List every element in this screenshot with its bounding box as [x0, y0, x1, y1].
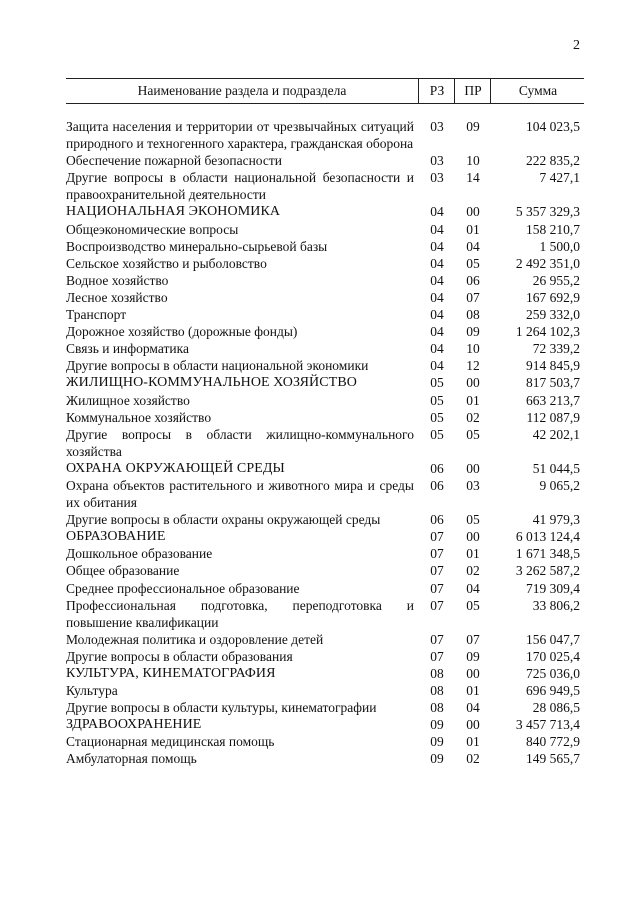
row-pr: 08 [466, 307, 480, 323]
table-row [66, 392, 584, 409]
row-sum: 149 565,7 [526, 751, 580, 767]
table-row [66, 750, 584, 767]
section-row [66, 665, 584, 682]
table-row [66, 221, 584, 238]
row-name: Защита населения и территории от чрезвычайных ситуаций природного и техногенного характера, гражданская оборона [66, 119, 414, 152]
row-pr: 02 [466, 409, 480, 425]
row-sum: 914 845,9 [526, 358, 580, 374]
row-sum: 6 013 124,4 [515, 529, 580, 545]
page-number: 2 [573, 38, 580, 53]
row-rz: 05 [430, 375, 444, 391]
row-rz: 07 [430, 631, 444, 647]
row-name: Дорожное хозяйство (дорожные фонды) [66, 324, 298, 340]
row-sum: 1 500,0 [539, 238, 580, 254]
table-row [66, 477, 584, 511]
row-rz: 05 [430, 409, 444, 425]
row-pr: 00 [466, 375, 480, 391]
row-pr: 00 [466, 460, 480, 476]
row-name: Профессиональная подготовка, переподготовка и повышение квалификации [66, 597, 414, 630]
row-sum: 2 492 351,0 [515, 255, 580, 271]
row-pr: 05 [466, 512, 480, 528]
row-sum: 7 427,1 [539, 170, 580, 186]
row-name: Другие вопросы в области национальной экономики [66, 358, 369, 374]
row-sum: 9 065,2 [539, 477, 580, 493]
row-sum: 5 357 329,3 [515, 204, 580, 220]
row-sum: 3 457 713,4 [515, 717, 580, 733]
row-rz: 09 [430, 751, 444, 767]
row-sum: 28 086,5 [532, 700, 580, 716]
row-rz: 07 [430, 648, 444, 664]
row-rz: 04 [430, 358, 444, 374]
row-rz: 05 [430, 392, 444, 408]
row-pr: 01 [466, 221, 480, 237]
row-pr: 05 [466, 597, 480, 613]
row-pr: 04 [466, 700, 480, 716]
table-row [66, 409, 584, 426]
row-pr: 00 [466, 529, 480, 545]
table-row [66, 306, 584, 323]
row-name: Коммунальное хозяйство [66, 409, 212, 425]
table-row [66, 357, 584, 374]
row-sum: 1 671 348,5 [515, 546, 580, 562]
row-name: Другие вопросы в области жилищно-коммунального хозяйства [66, 426, 414, 459]
table-row [66, 682, 584, 699]
row-pr: 00 [466, 717, 480, 733]
row-name: Связь и информатика [66, 341, 189, 357]
row-pr: 09 [466, 119, 480, 134]
row-pr: 12 [466, 358, 480, 374]
row-sum: 663 213,7 [526, 392, 580, 408]
row-name: Жилищное хозяйство [66, 392, 190, 408]
row-pr: 14 [466, 170, 480, 186]
row-sum: 158 210,7 [526, 221, 580, 237]
table-row [66, 169, 584, 203]
row-name: Общее образование [66, 563, 180, 579]
row-name: Обеспечение пожарной безопасности [66, 153, 283, 169]
row-rz: 09 [430, 717, 444, 733]
row-name: Амбулаторная помощь [66, 751, 197, 767]
table-row [66, 699, 584, 716]
row-pr: 00 [466, 666, 480, 681]
section-row [66, 203, 584, 220]
row-rz: 09 [430, 734, 444, 750]
table-row [66, 648, 584, 665]
row-name: Стационарная медицинская помощь [66, 734, 275, 750]
row-rz: 04 [430, 272, 444, 288]
row-sum: 3 262 587,2 [515, 563, 580, 579]
row-name: Лесное хозяйство [66, 289, 168, 305]
row-pr: 04 [466, 580, 480, 596]
row-pr: 01 [466, 392, 480, 408]
table-row [66, 289, 584, 306]
table-row [66, 580, 584, 597]
table-row [66, 118, 584, 152]
row-pr: 01 [466, 683, 480, 699]
row-sum: 817 503,7 [526, 375, 580, 391]
row-name: Сельское хозяйство и рыболовство [66, 255, 267, 271]
row-name: Другие вопросы в области культуры, кинематографии [66, 700, 377, 716]
row-rz: 07 [430, 529, 444, 545]
row-rz: 08 [430, 683, 444, 699]
row-name: Среднее профессиональное образование [66, 580, 300, 596]
row-sum: 42 202,1 [532, 426, 580, 442]
row-pr: 03 [466, 477, 480, 493]
table-row [66, 272, 584, 289]
row-name: ЗДРАВООХРАНЕНИЕ [66, 717, 202, 733]
row-name: Дошкольное образование [66, 546, 213, 562]
row-rz: 04 [430, 204, 444, 220]
row-pr: 10 [466, 341, 480, 357]
row-pr: 10 [466, 153, 480, 169]
table-row [66, 255, 584, 272]
row-name: Другие вопросы в области образования [66, 648, 293, 664]
table-row [66, 511, 584, 528]
row-rz: 07 [430, 597, 444, 613]
table-row [66, 562, 584, 579]
row-pr: 01 [466, 546, 480, 562]
row-pr: 04 [466, 238, 480, 254]
row-sum: 696 949,5 [526, 683, 580, 699]
row-name: Другие вопросы в области национальной безопасности и правоохранительной деятельности [66, 170, 414, 203]
row-rz: 04 [430, 238, 444, 254]
row-rz: 03 [430, 170, 444, 186]
row-name: Молодежная политика и оздоровление детей [66, 631, 324, 647]
section-row [66, 374, 584, 391]
row-sum: 1 264 102,3 [515, 324, 580, 340]
row-name: Транспорт [66, 307, 127, 323]
row-rz: 05 [430, 426, 444, 442]
row-rz: 07 [430, 546, 444, 562]
table-row [66, 152, 584, 169]
row-pr: 01 [466, 734, 480, 750]
row-pr: 09 [466, 648, 480, 664]
row-name: Другие вопросы в области охраны окружающей среды [66, 512, 381, 528]
table-row [66, 340, 584, 357]
row-rz: 04 [430, 289, 444, 305]
row-sum: 719 309,4 [526, 580, 580, 596]
header-pr: ПР [454, 79, 491, 103]
row-rz: 08 [430, 700, 444, 716]
row-rz: 08 [430, 666, 444, 681]
row-sum: 41 979,3 [532, 512, 580, 528]
row-name: Общеэкономические вопросы [66, 221, 239, 237]
row-sum: 167 692,9 [526, 289, 580, 305]
row-sum: 51 044,5 [532, 460, 580, 476]
row-pr: 05 [466, 426, 480, 442]
row-rz: 04 [430, 341, 444, 357]
section-row [66, 528, 584, 545]
row-sum: 840 772,9 [526, 734, 580, 750]
row-pr: 00 [466, 204, 480, 220]
row-name: Охрана объектов растительного и животного мира и среды их обитания [66, 477, 414, 511]
row-name: ЖИЛИЩНО-КОММУНАЛЬНОЕ ХОЗЯЙСТВО [66, 375, 357, 391]
row-sum: 222 835,2 [526, 153, 580, 169]
row-sum: 104 023,5 [526, 119, 580, 134]
row-rz: 04 [430, 255, 444, 271]
row-name: ОБРАЗОВАНИЕ [66, 529, 166, 545]
row-pr: 05 [466, 255, 480, 271]
row-name: КУЛЬТУРА, КИНЕМАТОГРАФИЯ [66, 666, 276, 681]
table-row [66, 545, 584, 562]
row-rz: 03 [430, 153, 444, 169]
row-rz: 06 [430, 477, 444, 493]
table-body [66, 118, 584, 768]
row-sum: 259 332,0 [526, 307, 580, 323]
table-row [66, 323, 584, 340]
row-rz: 07 [430, 580, 444, 596]
section-row [66, 460, 584, 477]
section-row [66, 716, 584, 733]
row-rz: 07 [430, 563, 444, 579]
row-pr: 06 [466, 272, 480, 288]
header-rz: РЗ [418, 79, 455, 103]
table-row [66, 238, 584, 255]
row-rz: 04 [430, 307, 444, 323]
header-sum: Сумма [490, 79, 585, 103]
header-name: Наименование раздела и подраздела [137, 83, 347, 98]
row-sum: 170 025,4 [526, 648, 580, 664]
row-rz: 06 [430, 512, 444, 528]
table-header [66, 78, 584, 104]
row-pr: 09 [466, 324, 480, 340]
row-sum: 72 339,2 [532, 341, 580, 357]
row-pr: 07 [466, 631, 480, 647]
row-sum: 725 036,0 [526, 666, 580, 681]
table-row [66, 631, 584, 648]
row-rz: 04 [430, 221, 444, 237]
row-pr: 02 [466, 563, 480, 579]
row-name: ОХРАНА ОКРУЖАЮЩЕЙ СРЕДЫ [66, 460, 285, 476]
row-sum: 112 087,9 [526, 409, 580, 425]
row-name: Воспроизводство минерально-сырьевой базы [66, 238, 328, 254]
row-name: Водное хозяйство [66, 272, 169, 288]
row-name: НАЦИОНАЛЬНАЯ ЭКОНОМИКА [66, 204, 281, 220]
row-sum: 156 047,7 [526, 631, 580, 647]
table-row [66, 426, 584, 460]
row-rz: 03 [430, 119, 444, 134]
table-row [66, 733, 584, 750]
row-sum: 33 806,2 [532, 597, 580, 613]
row-pr: 07 [466, 289, 480, 305]
row-pr: 02 [466, 751, 480, 767]
row-rz: 06 [430, 460, 444, 476]
table-row [66, 597, 584, 631]
row-name: Культура [66, 683, 118, 699]
row-sum: 26 955,2 [532, 272, 580, 288]
row-rz: 04 [430, 324, 444, 340]
